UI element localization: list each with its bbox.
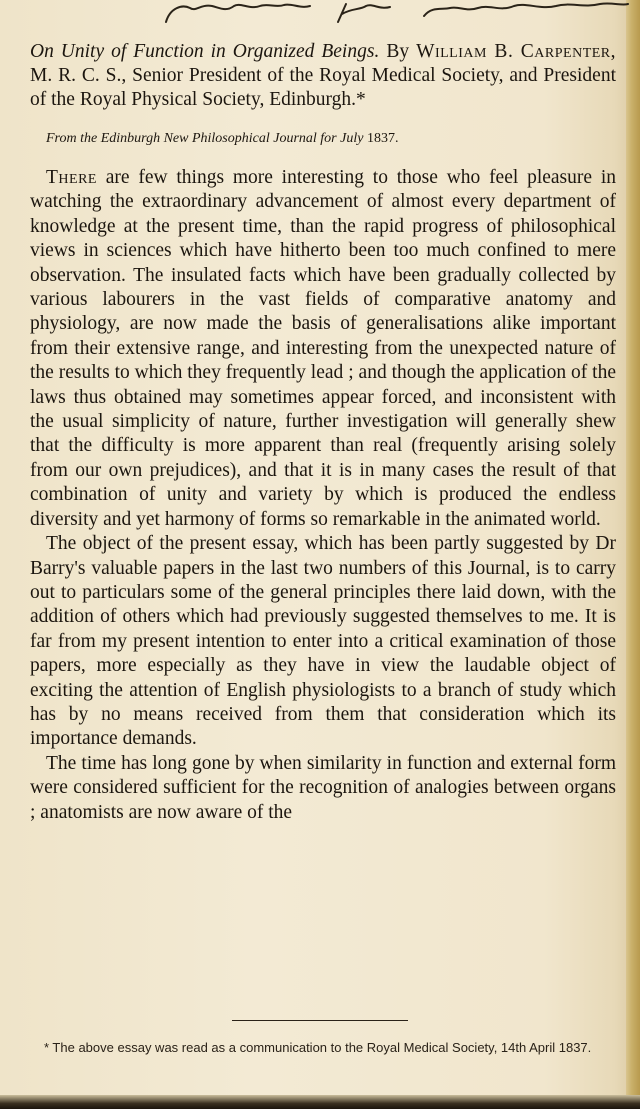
paragraph-3: The time has long gone by when similarity in function and external form were considered sufficient for the recognition of analogies between organs ; anatomists are now aware of the [30, 752, 616, 823]
page-bottom-edge [0, 1095, 640, 1109]
source-line [46, 130, 616, 148]
paragraph-2: The object of the present essay, which has been partly suggested by Dr Barry's valuable papers in the last two numbers of this Journal, is to carry out to particulars some of the general principles there laid down, with the addition of others which had previously suggested themselves to me. It is far from my present intention to enter into a critical examination of those papers, more especially as they have in view the laudable object of exciting the attention of English physiologists to a branch of study which has by no means received from them that consideration which its importance demands. [30, 533, 616, 750]
paragraph-lead-word: There [46, 167, 97, 188]
article [30, 40, 616, 825]
handwritten-annotation [160, 0, 630, 28]
footnote: * The above essay was read as a communication to the Royal Medical Society, 14th April 1837. [44, 1040, 592, 1055]
paragraph-1-text: are few things more interesting to those who feel pleasure in watching the extraordinary advancement of almost every department of knowledge at the present time, than the rapid progress of philosophical views in sciences which have hitherto been too much confined to mere observation. The insulated facts which have been gradually collected by various labourers in the vast fields of comparative anatomy and physiology, are now made the basis of generalisations alike important from their extensive range, and interesting from the unexpected nature of the results to which they frequently lead ; and though the application of the laws thus obtained may sometimes appear forced, and inconsistent with the usual simplicity of nature, further investigation will generally shew that the difficulty is more apparent than real (frequently arising solely from our own prejudices), and that it is in many cases the result of that combination of unity and variety by which is produced the endless diversity and yet harmony of forms so remarkable in the animated world. [30, 167, 616, 530]
author-credentials: M. R. C. S., Senior President of the Royal Medical Society, and President of the Royal Physical Society, Edinburgh.* [30, 65, 616, 110]
author-prefix: By [386, 41, 410, 62]
page-edge-strip [626, 0, 640, 1109]
article-title: On Unity of Function in Organized Beings. [30, 41, 380, 62]
article-heading [30, 40, 616, 112]
source-text: From the Edinburgh New Philosophical Journal for July [46, 131, 364, 146]
author-name: William B. Carpenter, [416, 41, 617, 62]
source-year: 1837. [366, 131, 399, 146]
footnote-divider [232, 1020, 408, 1021]
paragraph-1 [30, 166, 616, 532]
